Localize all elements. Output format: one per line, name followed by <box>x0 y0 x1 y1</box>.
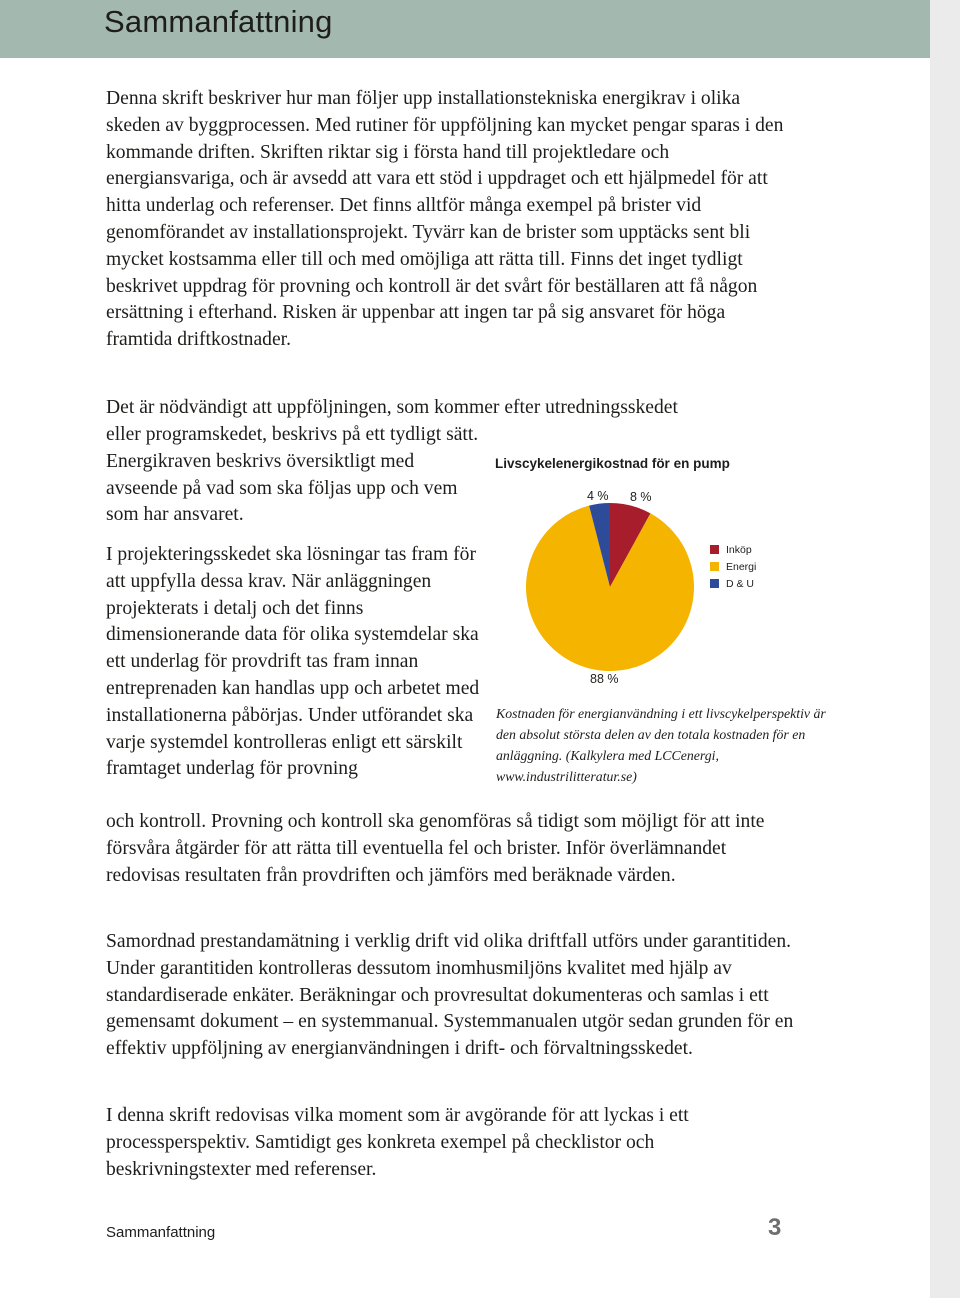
pie-label-energi: 88 % <box>590 672 619 686</box>
page-number: 3 <box>768 1214 782 1241</box>
side-strip <box>930 0 960 1298</box>
legend-label-inkop: Inköp <box>726 543 752 556</box>
legend-swatch-du <box>710 579 719 588</box>
legend-label-du: D & U <box>726 577 755 590</box>
pie-label-du: 4 % <box>587 489 609 503</box>
page-title: Sammanfattning <box>104 4 333 39</box>
legend-item-du <box>710 575 770 592</box>
legend-swatch-energi <box>710 562 719 571</box>
paragraph-followup-rest: eller programskedet, beskrivs på ett tydligt sätt. Energikraven beskrivs översiktligt med avseende på vad som ska följas upp och vem som har ansvaret. <box>106 424 479 526</box>
footer-section-label: Sammanfattning <box>106 1224 216 1241</box>
paragraph-conclusion: I denna skrift redovisas vilka moment som är avgörande för att lyckas i ett processperspektiv. Samtidigt ges konkreta exempel på checklistor och beskrivningstexter med referenser. <box>106 1105 689 1180</box>
paragraph-design-stage-cont: och kontroll. Provning och kontroll ska genomföras så tidigt som möjligt för att inte försvåra åtgärder för att rätta till eventuella fel och brister. Inför överlämnandet redovisas resultaten från provdriften och jämförs med beräknade värden. <box>106 811 765 886</box>
paragraph-followup-first-line: Det är nödvändigt att uppföljningen, som kommer efter utredningsskedet <box>106 397 678 418</box>
pie-label-inkop: 8 % <box>630 490 652 504</box>
paragraph-intro: Denna skrift beskriver hur man följer upp installationstekniska energikrav i olika skeden av byggprocessen. Med rutiner för uppföljning kan mycket pengar sparas i den kommande driften. Skriften riktar sig i första hand till projektledare och energiansvariga, och är avsedd att vara ett stöd i uppdraget och ett hjälpmedel för att hitta underlag och referenser. Det finns alltför många exempel på brister vid genomförandet av installationsprojekt. Tyvärr kan de brister som upptäcks sent bli mycket kostsamma eller till och med omöjliga att rätta till. Finns det inget tydligt beskrivet uppdrag för provning och kontroll är det svårt för beställaren att få någon ersättning i efterhand. Risken är uppenbar att ingen tar på sig ansvaret för höga framtida driftkostnader. <box>106 88 784 351</box>
header-band <box>0 0 930 58</box>
legend-item-energi <box>710 558 770 575</box>
legend-swatch-inkop <box>710 545 719 554</box>
legend-label-energi: Energi <box>726 560 757 573</box>
pie-chart <box>500 484 720 684</box>
chart-caption: Kostnaden för energianvändning i ett livscykelperspektiv är den absolut största delen av den totala kostnaden för en anläggning. (Kalkylera med LCCenergi, www.industrilitteratur.se) <box>496 706 826 784</box>
paragraph-design-stage: I projekteringsskedet ska lösningar tas fram för att uppfylla dessa krav. När anläggningen projekterats i detalj och det finns dimensionerande data för olika systemdelar ska ett underlag för provdrift tas fram innan entreprenaden kan handlas upp och arbetet med installationerna påbörjas. Under utförandet ska varje systemdel kontrolleras enligt ett särskilt framtaget underlag för provning <box>106 544 480 780</box>
chart-title: Livscykelenergikostnad för en pump <box>495 456 730 471</box>
chart-legend <box>710 541 770 592</box>
legend-item-inkop <box>710 541 770 558</box>
paragraph-performance-measurement: Samordnad prestandamätning i verklig drift vid olika driftfall utförs under garantitiden. Under garantitiden kontrolleras dessutom inomhusmiljöns kvalitet med hjälp av standardiserade enkäter. Beräkningar och provresultat dokumenteras och samlas i ett gemensamt dokument – en systemmanual. Systemmanualen utgör sedan grunden för en effektiv uppföljning av energianvändningen i drift- och förvaltningsskedet. <box>106 931 794 1060</box>
